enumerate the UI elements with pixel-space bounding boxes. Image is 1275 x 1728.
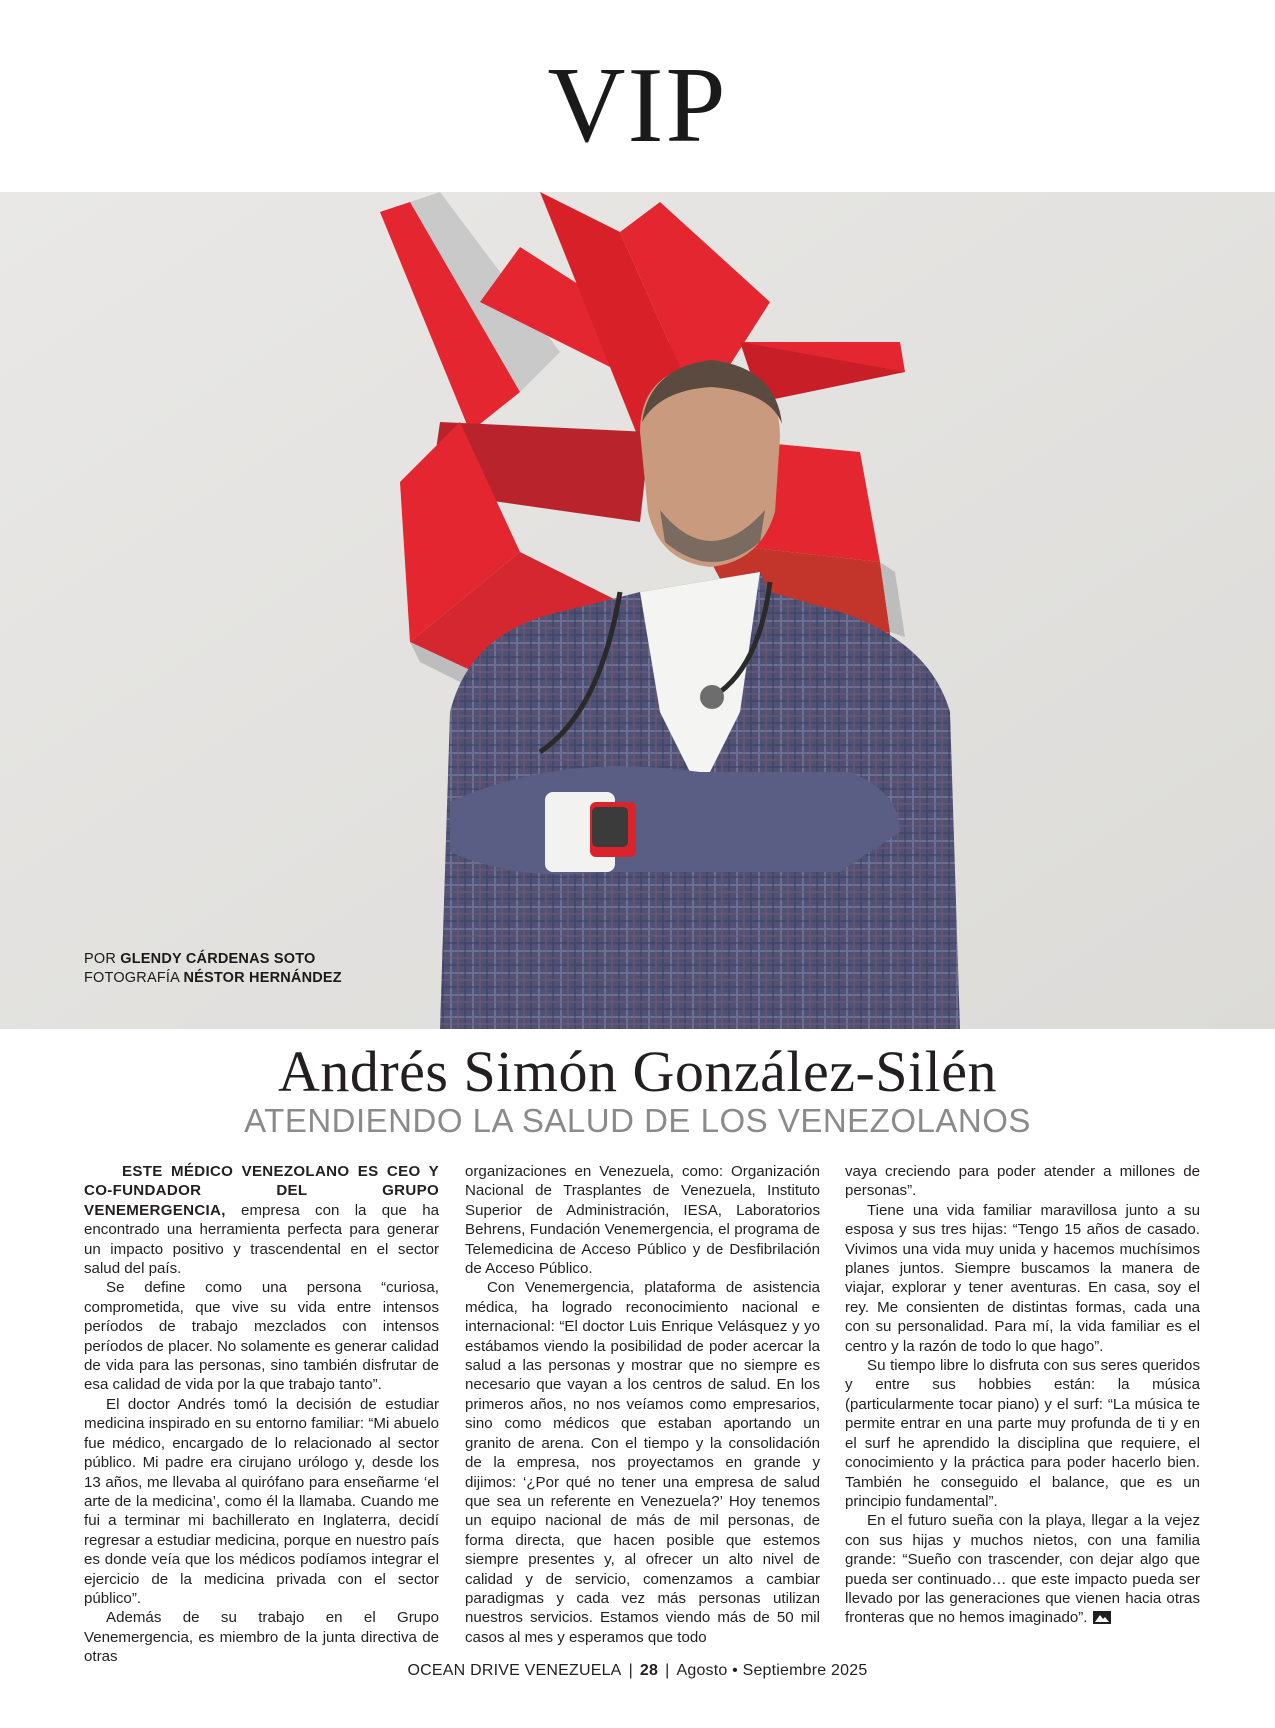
section-title: VIP bbox=[547, 46, 728, 165]
page-number: 28 bbox=[639, 1662, 659, 1679]
end-of-article-mark-icon bbox=[1093, 1611, 1111, 1624]
article-headline: Andrés Simón González-Silén bbox=[277, 1039, 997, 1104]
paragraph: Con Venemergencia, plataforma de asistencia médica, ha logrado reconocimiento nacional e internacional: “El doctor Luis Enrique Velásquez y yo estábamos viendo la posibilidad de poder acercar la salud a las personas y mostrar que no siempre es necesario que vayan a los centros de salud. En los primeros años, no nos veíamos como empresarios, sino como médicos que estaban aportando un granito de arena. Con el tiempo y la consolidación de la empresa, nos proyectamos en grande y dijimos: ‘¿Por qué no tener una empresa de salud que sea un referente en Venezuela?’ Hoy tenemos un equipo nacional de más de mil personas, de forma directa, que hacen posible que estemos siempre presentes y, al ofrecer un alto nivel de calidad y de servicio, comenzamos a cambiar paradigmas y cada vez más personas utilizan nuestros servicios. Estamos viendo más de 50 mil casos al mes y esperamos que todo bbox=[465, 1279, 820, 1646]
paragraph: Tiene una vida familiar maravillosa junto a su esposa y sus tres hijas: “Tengo 15 años de casado. Vivimos una vida muy unida y hacemos muchísimos planes juntos. Siempre buscamos la manera de viajar, explorar y tener aventuras. En casa, soy el rey. Me consienten de distintas formas, cada una con su personalidad. Para mí, la vida familiar es el centro y la razón de todo lo que hago”. bbox=[845, 1201, 1200, 1355]
issue-date: Agosto • Septiembre 2025 bbox=[676, 1662, 868, 1679]
article-deck: ATENDIENDO LA SALUD DE LOS VENEZOLANOS bbox=[244, 1102, 1031, 1139]
paragraph-continued: vaya creciendo para poder atender a millones de personas”. bbox=[845, 1163, 1200, 1200]
magazine-name: OCEAN DRIVE VENEZUELA bbox=[407, 1662, 622, 1679]
author-credit: POR GLENDY CÁRDENAS SOTO bbox=[84, 951, 316, 967]
byline-credits bbox=[84, 950, 342, 988]
paragraph-lead: ESTE MÉDICO VENEZOLANO ES CEO Y CO-FUNDADOR DEL GRUPO VENEMERGENCIA, empresa con la que ha encontrado una herramienta perfecta para generar un impacto positivo y trascendental en el sector salud del país. bbox=[84, 1163, 439, 1278]
paragraph-continued: organizaciones en Venezuela, como: Organización Nacional de Trasplantes de Venezuela, Instituto Superior de Administración, IESA, Laboratorios Behrens, Fundación Venemergencia, el programa de Telemedicina de Acceso Público y de Desfibrilación de Acceso Público. bbox=[465, 1163, 820, 1278]
article-column-3 bbox=[845, 1162, 1200, 1632]
page-footer: OCEAN DRIVE VENEZUELA | 28 | Agosto • Septiembre 2025 bbox=[407, 1662, 868, 1679]
article-column-1 bbox=[84, 1162, 439, 1666]
paragraph-final: En el futuro sueña con la playa, llegar a la vejez con sus hijas y muchos nietos, con una familia grande: “Sueño con trascender, con dejar algo que pueda ser continuado… que este impacto pueda ser llevado por las generaciones que vienen hacia otras fronteras que no hemos imaginado”. bbox=[845, 1512, 1200, 1627]
paragraph: Se define como una persona “curiosa, comprometida, que vive su vida entre intensos períodos de trabajo mezclados con intensos períodos de placer. No solamente es generar calidad de vida para las personas, sino también disfrutar de esa calidad de vida por la que trabajo tanto”. bbox=[84, 1279, 439, 1394]
paragraph: El doctor Andrés tomó la decisión de estudiar medicina inspirado en su entorno familiar: “Mi abuelo fue médico, encargado de lo relacionado al sector público. Mi padre era cirujano urólogo y, desde los 13 años, me llevaba al quirófano para enseñarme ‘el arte de la medicina’, como él la llamaba. Cuando me fui a terminar mi bachillerato en Inglaterra, decidí regresar a estudiar medicina, porque en nuestro país es donde veía que los médicos podíamos integrar el ejercicio de la medicina privada con el sector público”. bbox=[84, 1395, 439, 1607]
paragraph: Además de su trabajo en el Grupo Venemergencia, es miembro de la junta directiva de otras bbox=[84, 1609, 439, 1666]
article-column-2 bbox=[465, 1162, 820, 1646]
paragraph: Su tiempo libre lo disfruta con sus seres queridos y entre sus hobbies están: la música (particularmente tocar piano) y el surf: “La música te permite entrar en una parte muy profunda de ti y en el surf he aprendido la disciplina que requiere, el conocimiento y la práctica para poder hacerlo bien. También he conseguido el balance, que es un principio fundamental”. bbox=[845, 1357, 1200, 1510]
photo-credit: FOTOGRAFÍA NÉSTOR HERNÁNDEZ bbox=[84, 970, 342, 986]
portrait-photo bbox=[0, 192, 1275, 1029]
